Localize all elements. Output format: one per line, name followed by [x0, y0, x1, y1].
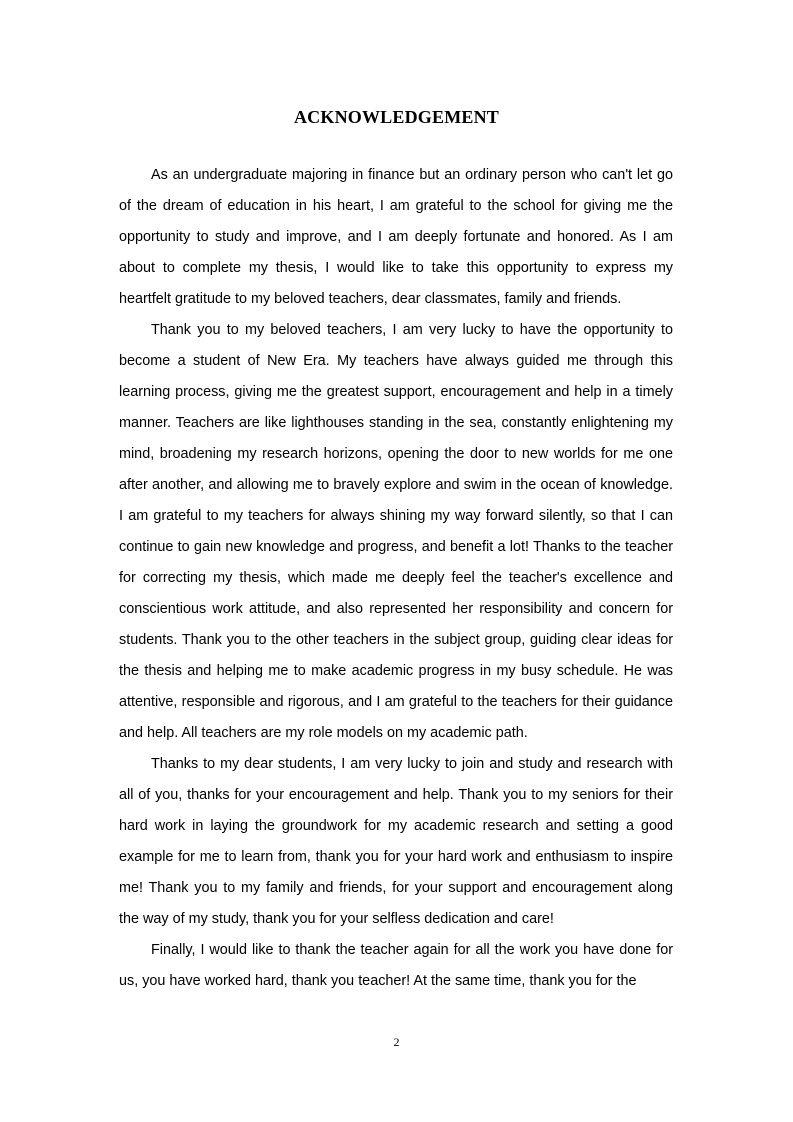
- paragraph-3: Thanks to my dear students, I am very lucky to join and study and research with all of you, thanks for your encouragement and help. Thank you to my seniors for their hard work in laying the groundwork for my academic research and setting a good example for me to learn from, thank you for your hard work and enthusiasm to inspire me! Thank you to my family and friends, for your support and encouragement along the way of my study, thank you for your selfless dedication and care!: [119, 756, 673, 927]
- page-number: 2: [393, 1035, 400, 1049]
- paragraph-4: Finally, I would like to thank the teacher again for all the work you have done for us, you have worked hard, thank you teacher! At the same time, thank you for the: [119, 942, 673, 989]
- page-title: ACKNOWLEDGEMENT: [293, 107, 500, 127]
- paragraph-2: Thank you to my beloved teachers, I am very lucky to have the opportunity to become a student of New Era. My teachers have always guided me through this learning process, giving me the greatest support, encouragement and help in a timely manner. Teachers are like lighthouses standing in the sea, constantly enlightening my mind, broadening my research horizons, opening the door to new worlds for me one after another, and allowing me to bravely explore and swim in the ocean of knowledge. I am grateful to my teachers for always shining my way forward silently, so that I can continue to gain new knowledge and progress, and benefit a lot! Thanks to the teacher for correcting my thesis, which made me deeply feel the teacher's excellence and conscientious work attitude, and also represented her responsibility and concern for students. Thank you to the other teachers in the subject group, guiding clear ideas for the thesis and helping me to make academic progress in my busy schedule. He was attentive, responsible and rigorous, and I am grateful to the teachers for their guidance and help. All teachers are my role models on my academic path.: [119, 322, 673, 741]
- paragraph-1: As an undergraduate majoring in finance but an ordinary person who can't let go of the dream of education in his heart, I am grateful to the school for giving me the opportunity to study and improve, and I am deeply fortunate and honored. As I am about to complete my thesis, I would like to take this opportunity to express my heartfelt gratitude to my beloved teachers, dear classmates, family and friends.: [119, 167, 673, 307]
- body-text: [119, 160, 673, 997]
